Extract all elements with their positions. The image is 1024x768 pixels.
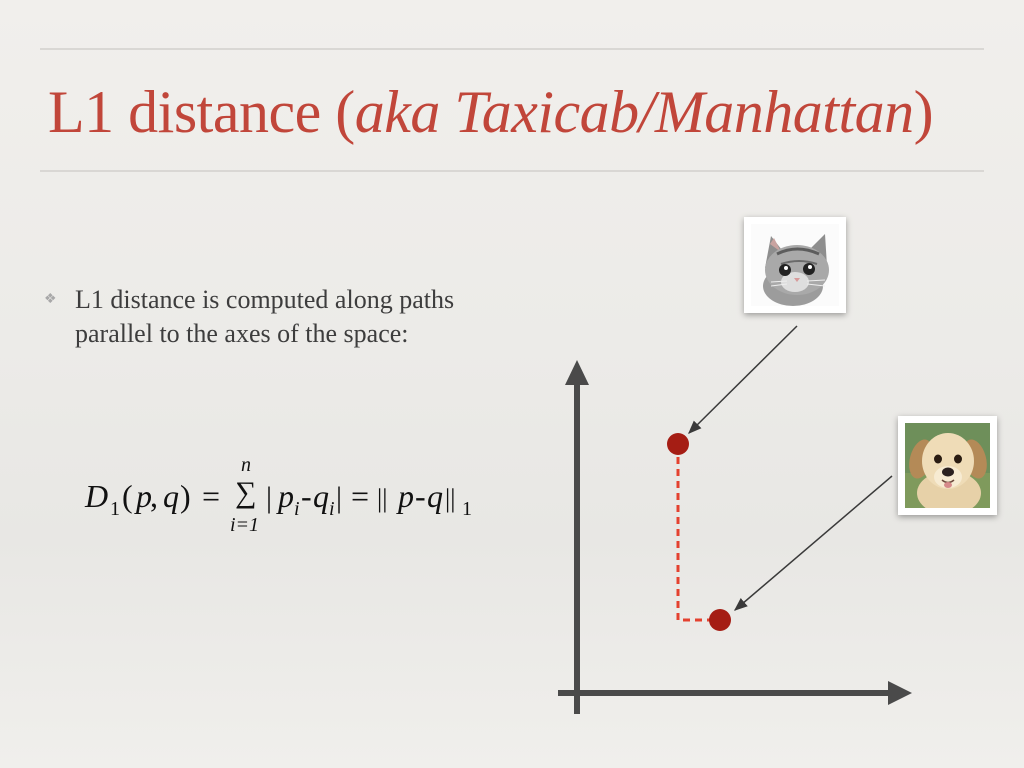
puppy-image bbox=[905, 423, 990, 508]
formula-sigma: ∑ bbox=[235, 476, 257, 509]
formula-norm-q: q bbox=[427, 478, 443, 514]
formula-norm-left: || bbox=[377, 484, 388, 513]
formula-lower-limit: i=1 bbox=[230, 514, 260, 536]
formula-comma: , bbox=[150, 478, 158, 514]
formula-minus: - bbox=[301, 478, 312, 514]
formula-upper-limit: n bbox=[241, 454, 251, 476]
formula-d-subscript: 1 bbox=[110, 498, 120, 520]
dog-arrow bbox=[735, 476, 892, 610]
formula-p: p bbox=[136, 478, 152, 514]
formula-q: q bbox=[163, 478, 179, 514]
formula-open-paren: ( bbox=[122, 478, 133, 514]
y-axis-arrowhead bbox=[565, 360, 589, 385]
formula-pi-index: i bbox=[294, 498, 300, 520]
title-prefix: L1 distance ( bbox=[48, 79, 355, 145]
cat-arrow bbox=[689, 326, 797, 433]
kitten-photo bbox=[744, 217, 846, 313]
kitten-image bbox=[751, 224, 839, 306]
title-suffix: ) bbox=[913, 79, 934, 145]
formula-norm-p: p bbox=[398, 478, 414, 514]
formula-norm-right: || bbox=[445, 484, 456, 513]
formula-qi-q: q bbox=[313, 478, 329, 514]
formula-qi-index: i bbox=[329, 498, 335, 520]
point-q bbox=[709, 609, 731, 631]
l1-path bbox=[678, 445, 720, 620]
bullet-text: L1 distance is computed along paths parallel to the axes of the space: bbox=[75, 285, 455, 348]
formula-equals-2: = bbox=[351, 478, 370, 514]
title-italic: aka Taxicab/Manhattan bbox=[354, 79, 914, 145]
puppy-photo bbox=[898, 416, 997, 515]
formula-equals: = bbox=[202, 478, 221, 514]
point-p bbox=[667, 433, 689, 455]
bullet-icon: ❖ bbox=[44, 292, 57, 307]
formula-norm-minus: - bbox=[415, 478, 426, 514]
formula-d: D bbox=[85, 478, 109, 514]
formula-close-paren: ) bbox=[180, 478, 191, 514]
formula-norm-subscript: 1 bbox=[462, 498, 472, 520]
x-axis-arrowhead bbox=[888, 681, 912, 705]
formula-bar-right: | bbox=[336, 481, 343, 514]
formula-pi-p: p bbox=[278, 478, 294, 514]
formula-bar-left: | bbox=[266, 481, 273, 514]
